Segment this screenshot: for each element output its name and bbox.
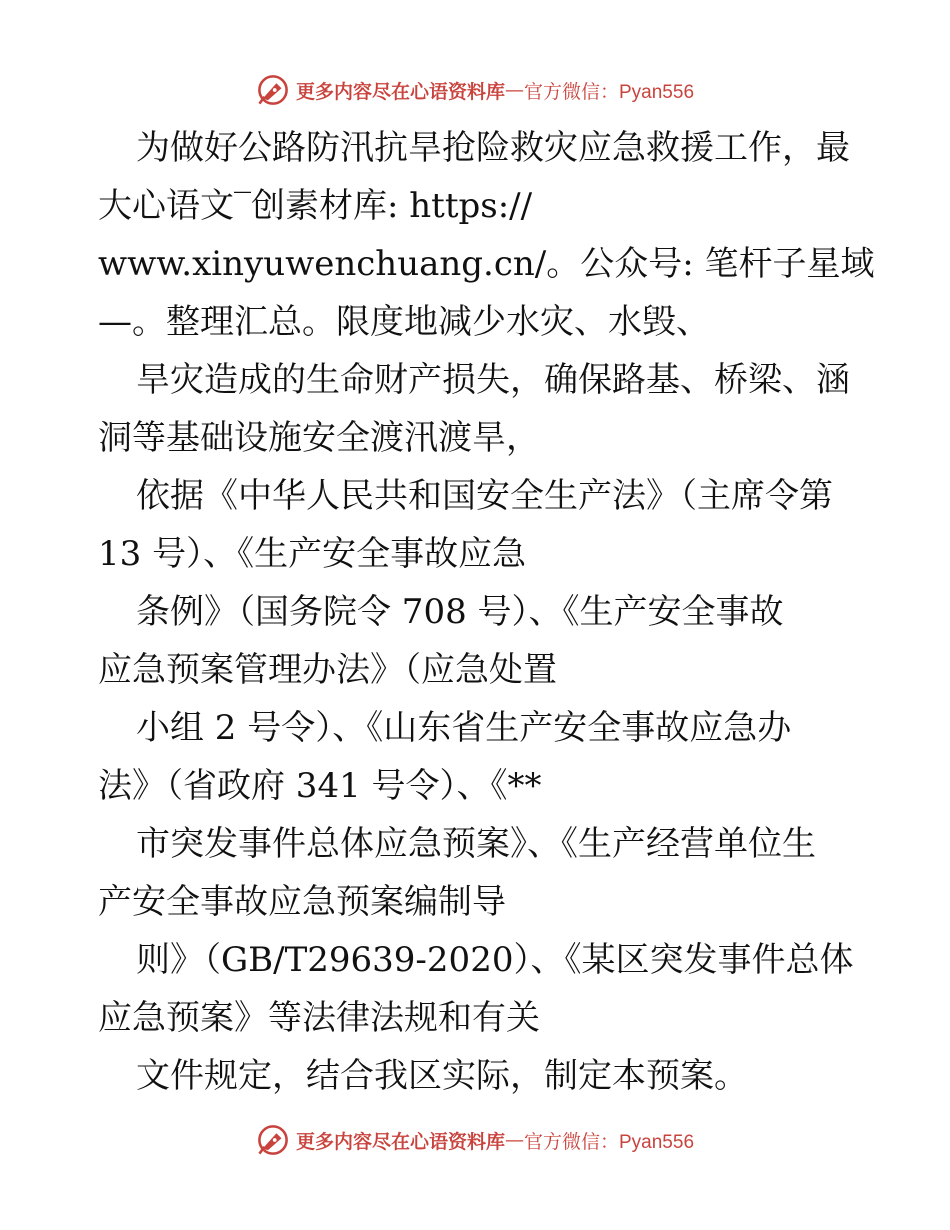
document-body: [98, 119, 888, 1105]
pen-nib-logo-icon: [256, 73, 290, 107]
body-line: 大心语文‾创素材库: https://: [98, 186, 533, 226]
body-line: 则》（GB/T29639-2020）、《某区突发事件总体: [136, 940, 854, 980]
footer-watermark: [0, 1120, 950, 1160]
body-line: www.xinyuwenchuang.cn/。公众号: 笔杆子星域: [98, 244, 875, 284]
body-line: 市突发事件总体应急预案》、《生产经营单位生: [136, 824, 816, 864]
body-line: 洞等基础设施安全渡汛渡旱，: [98, 418, 540, 458]
body-line: 条例》（国务院令 708 号）、《生产安全事故: [136, 592, 784, 632]
watermark-main-text: 更多内容尽在心语资料库: [295, 80, 505, 103]
body-line: 应急预案》等法律法规和有关: [98, 998, 540, 1038]
body-line: 应急预案管理办法》（应急处置: [98, 650, 557, 690]
body-line: 依据《中华人民共和国安全生产法》（主席令第: [136, 476, 833, 516]
header-watermark: [0, 70, 950, 110]
body-line: 旱灾造成的生命财产损失，确保路基、桥梁、涵: [136, 360, 850, 400]
body-line: 小组 2 号令）、《山东省生产安全事故应急办: [136, 708, 792, 748]
body-line: 文件规定，结合我区实际，制定本预案。: [136, 1056, 748, 1096]
body-line: —。整理汇总。限度地减少水灾、水毁、: [98, 302, 710, 342]
body-line: 为做好公路防汛抗旱抢险救灾应急救援工作，最: [136, 128, 850, 168]
body-line: 产安全事故应急预案编制导: [98, 882, 506, 922]
body-line: 法》（省政府 341 号令）、《**: [98, 766, 542, 806]
watermark-main-text: 更多内容尽在心语资料库: [295, 1130, 505, 1153]
watermark-wechat-text: 官方微信：Pyan556: [524, 1131, 695, 1153]
watermark-dash: —: [505, 1129, 524, 1151]
watermark-dash: —: [505, 79, 524, 101]
body-line: 13 号）、《生产安全事故应急: [98, 534, 527, 574]
pen-nib-logo-icon: [256, 1123, 290, 1157]
watermark-wechat-text: 官方微信：Pyan556: [524, 81, 695, 103]
